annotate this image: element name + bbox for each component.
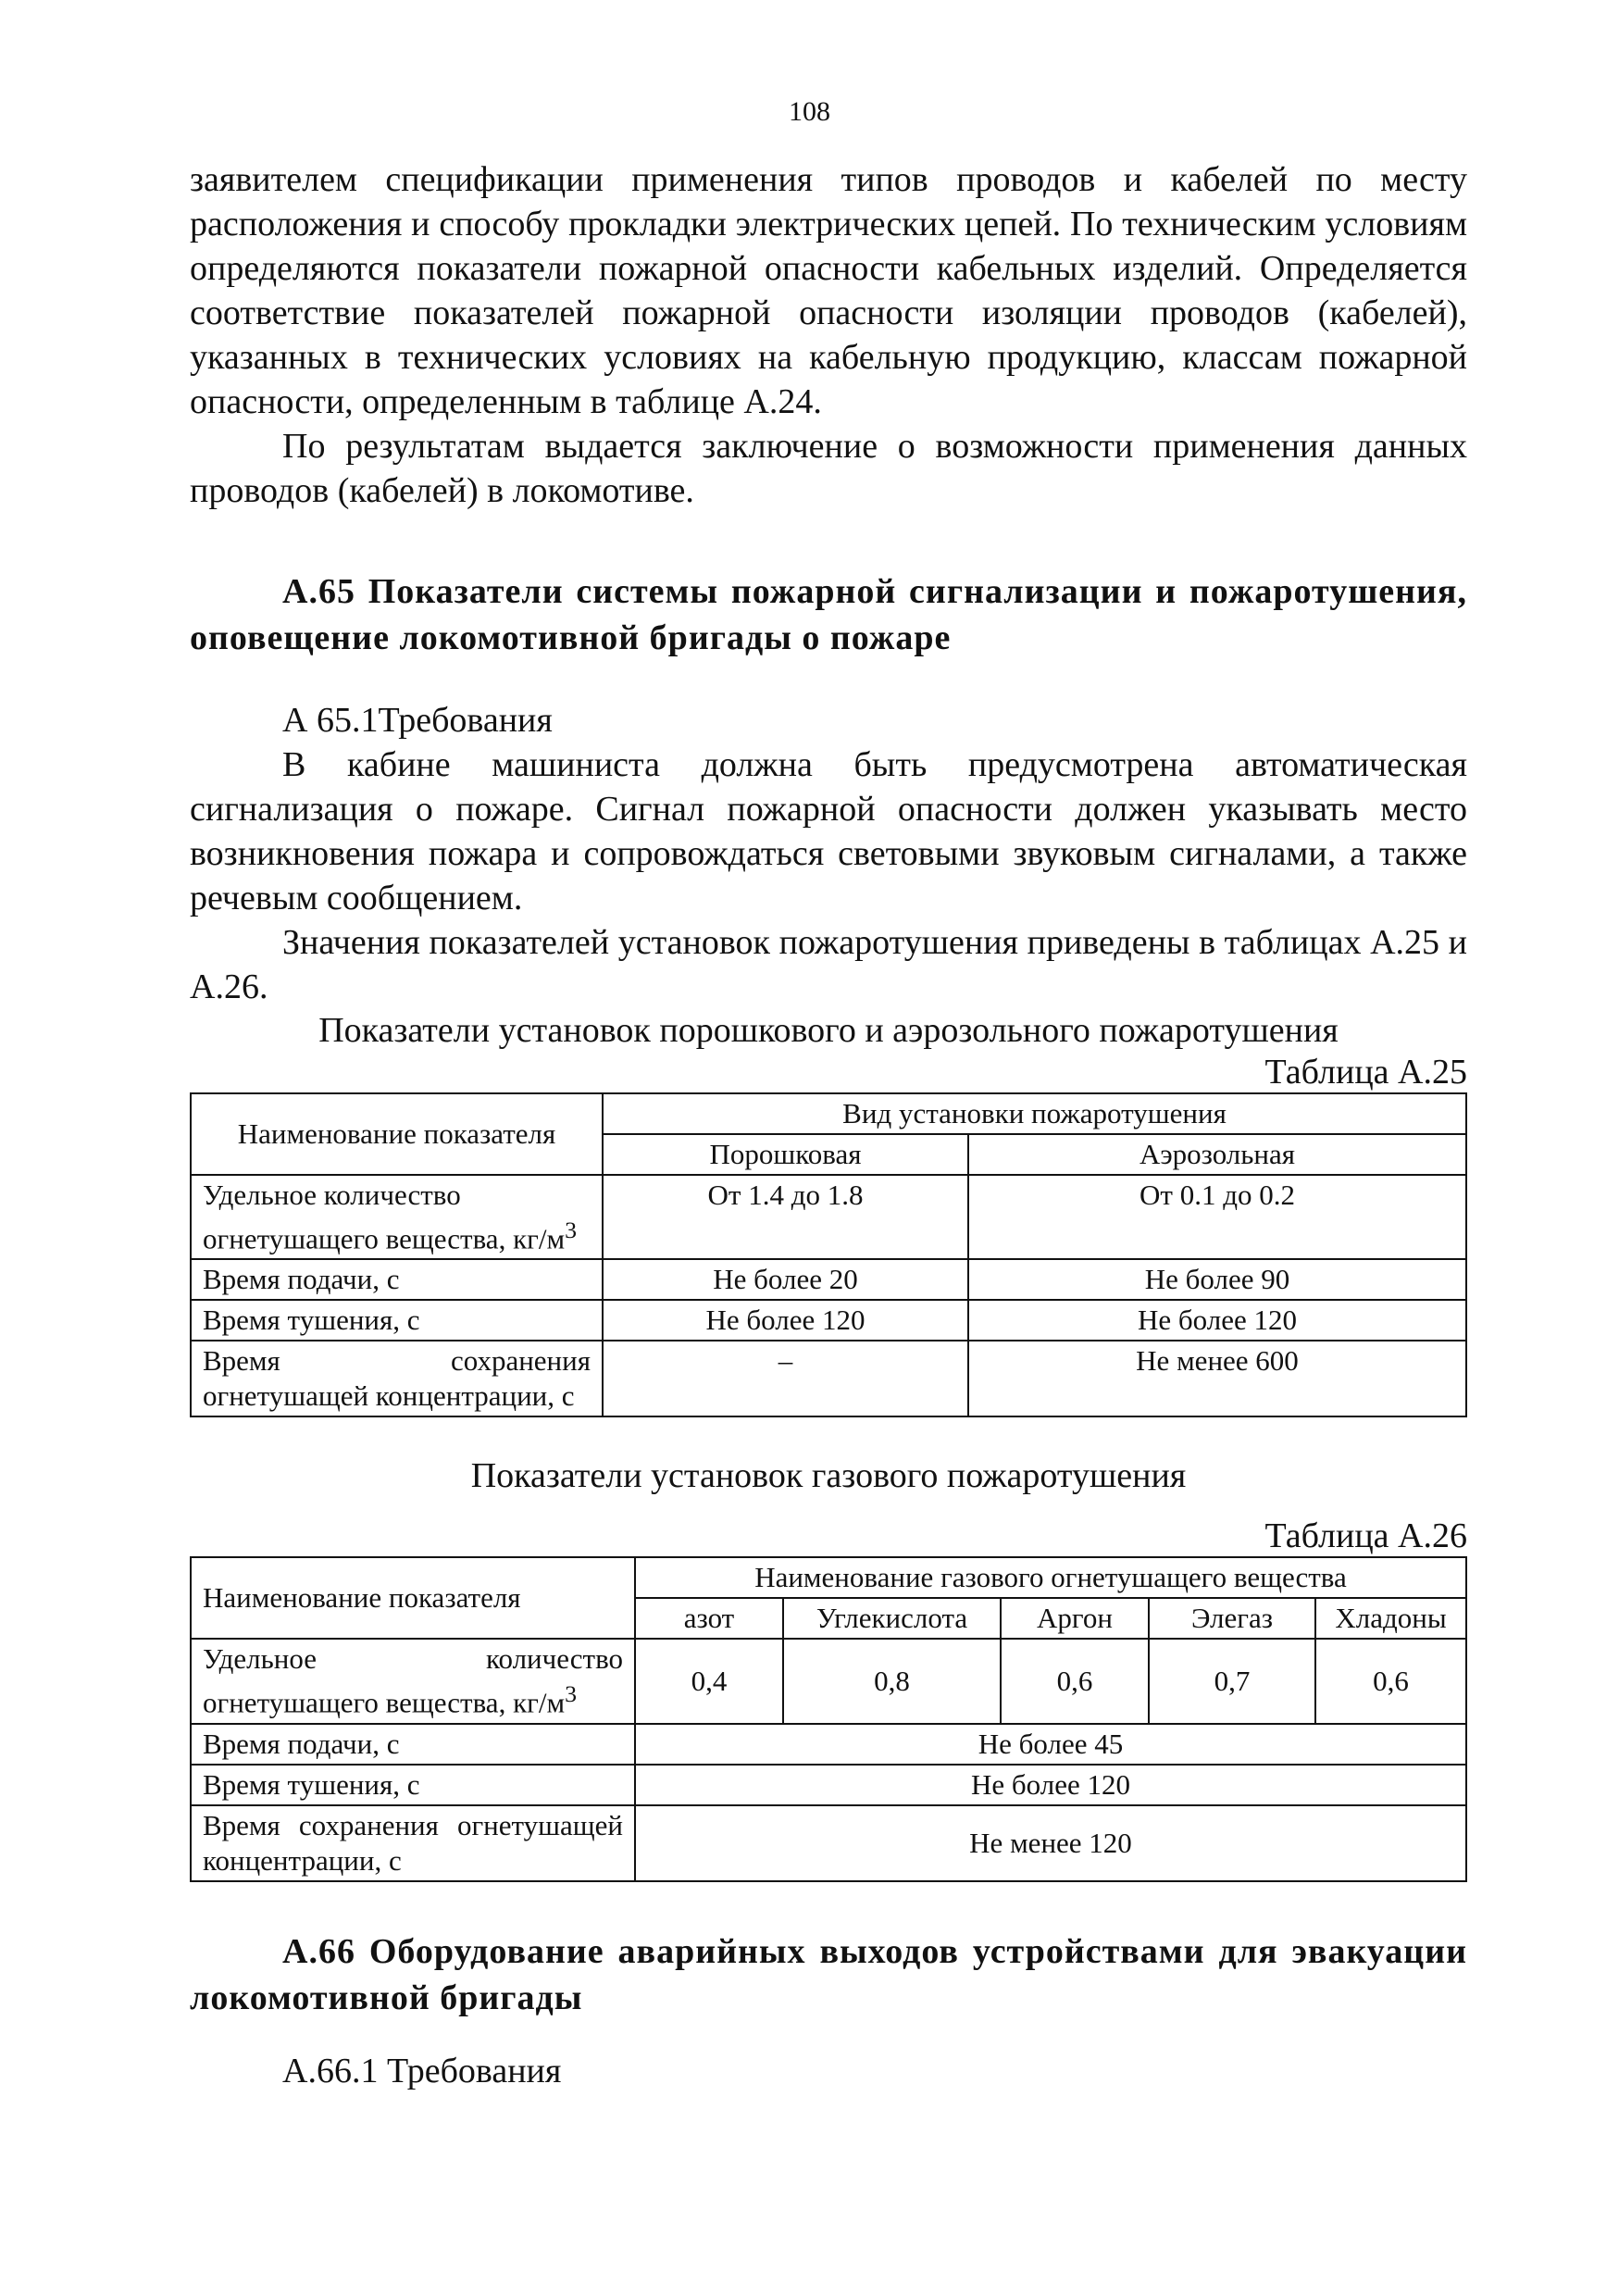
table-a25-header-name: Наименование показателя — [191, 1093, 603, 1175]
table-a25 — [190, 1092, 1467, 1417]
table-a25-caption: Показатели установок порошкового и аэрозольного пожаротушения — [318, 1011, 1339, 1050]
page-content — [190, 157, 1467, 2093]
paragraph-continuation: заявителем спецификации применения типов проводов и кабелей по месту расположения и способу прокладки электрических цепей. По техническим условиям определяются показатели пожарной опасности кабельных изделий. Определяется соответствие показателей пожарной опасности изоляции проводов (кабелей), указанных в технических условиях на кабельную продукцию, классам пожарной опасности, определенным в таблице А.24. — [190, 160, 1467, 421]
table-cell: 0,7 — [1149, 1639, 1315, 1723]
table-cell: От 1.4 до 1.8 — [603, 1175, 968, 1259]
table-cell: Время сохранения огнетушащей концентрации, с — [191, 1805, 635, 1881]
table-cell: 0,4 — [635, 1639, 783, 1723]
table-cell: От 0.1 до 0.2 — [968, 1175, 1466, 1259]
table-cell: Не более 120 — [635, 1765, 1466, 1805]
table-cell: Не менее 600 — [968, 1341, 1466, 1416]
subsection-heading-a66-1: А.66.1 Требования — [282, 2051, 562, 2090]
table-a25-col-aerosol: Аэрозольная — [968, 1134, 1466, 1175]
table-a25-col-powder: Порошковая — [603, 1134, 968, 1175]
table-row — [191, 1341, 1466, 1416]
table-cell: Не более 120 — [603, 1300, 968, 1341]
table-a25-label: Таблица А.25 — [1264, 1053, 1467, 1092]
table-a26-caption: Показатели установок газового пожаротушения — [470, 1456, 1187, 1496]
table-cell: Не более 120 — [968, 1300, 1466, 1341]
table-a26-header-group: Наименование газового огнетушащего вещества — [635, 1557, 1466, 1598]
paragraph-tables-reference: Значения показателей установок пожаротушения приведены в таблицах А.25 и А.26. — [190, 923, 1467, 1006]
section-heading-a65: А.65 Показатели системы пожарной сигнализации и пожаротушения, оповещение локомотивной бригады о пожаре — [190, 572, 1467, 657]
table-cell: Время подачи, с — [191, 1259, 603, 1300]
table-row — [191, 1259, 1466, 1300]
table-row — [191, 1724, 1466, 1765]
table-row — [191, 1805, 1466, 1881]
table-row — [191, 1175, 1466, 1259]
table-cell: Не менее 120 — [635, 1805, 1466, 1881]
table-a26-label: Таблица А.26 — [1264, 1516, 1467, 1556]
table-cell: 0,6 — [1315, 1639, 1466, 1723]
table-cell: 0,8 — [783, 1639, 1001, 1723]
table-cell: – — [603, 1341, 968, 1416]
table-row — [191, 1639, 1466, 1723]
section-heading-a66: А.66 Оборудование аварийных выходов устройствами для эвакуации локомотивной бригады — [190, 1931, 1467, 2017]
paragraph-alarm-requirement: В кабине машиниста должна быть предусмотрена автоматическая сигнализация о пожаре. Сигнал пожарной опасности должен указывать место возникновения пожара и сопровождаться световыми звуковым сигналами, а также речевым сообщением. — [190, 745, 1467, 917]
table-a25-header-group: Вид установки пожаротушения — [603, 1093, 1466, 1134]
paragraph-conclusion: По результатам выдается заключение о возможности применения данных проводов (кабелей) в локомотиве. — [190, 427, 1467, 510]
table-cell: Удельное количество огнетушащего вещества, $кг/м^3$ — [191, 1175, 603, 1259]
table-cell: Время тушения, с — [191, 1765, 635, 1805]
table-cell: Не более 90 — [968, 1259, 1466, 1300]
subsection-heading-a65-1: А 65.1Требования — [282, 701, 553, 740]
table-cell: Время сохранения огнетушащей концентрации, с — [191, 1341, 603, 1416]
page-number: 108 — [789, 96, 830, 127]
table-a26-col-co2: Углекислота — [783, 1598, 1001, 1639]
table-cell: Время подачи, с — [191, 1724, 635, 1765]
table-a26-col-sf6: Элегаз — [1149, 1598, 1315, 1639]
table-cell: Удельное количество огнетушащего вещества, $кг/м^3$ — [191, 1639, 635, 1723]
table-cell: Не более 45 — [635, 1724, 1466, 1765]
table-cell: Время тушения, с — [191, 1300, 603, 1341]
table-a26-col-nitrogen: азот — [635, 1598, 783, 1639]
table-a26-col-freons: Хладоны — [1315, 1598, 1466, 1639]
table-cell: 0,6 — [1001, 1639, 1149, 1723]
table-a26-col-argon: Аргон — [1001, 1598, 1149, 1639]
table-row — [191, 1765, 1466, 1805]
table-a26 — [190, 1556, 1467, 1881]
table-a26-header-name: Наименование показателя — [191, 1557, 635, 1639]
table-cell: Не более 20 — [603, 1259, 968, 1300]
table-row — [191, 1300, 1466, 1341]
